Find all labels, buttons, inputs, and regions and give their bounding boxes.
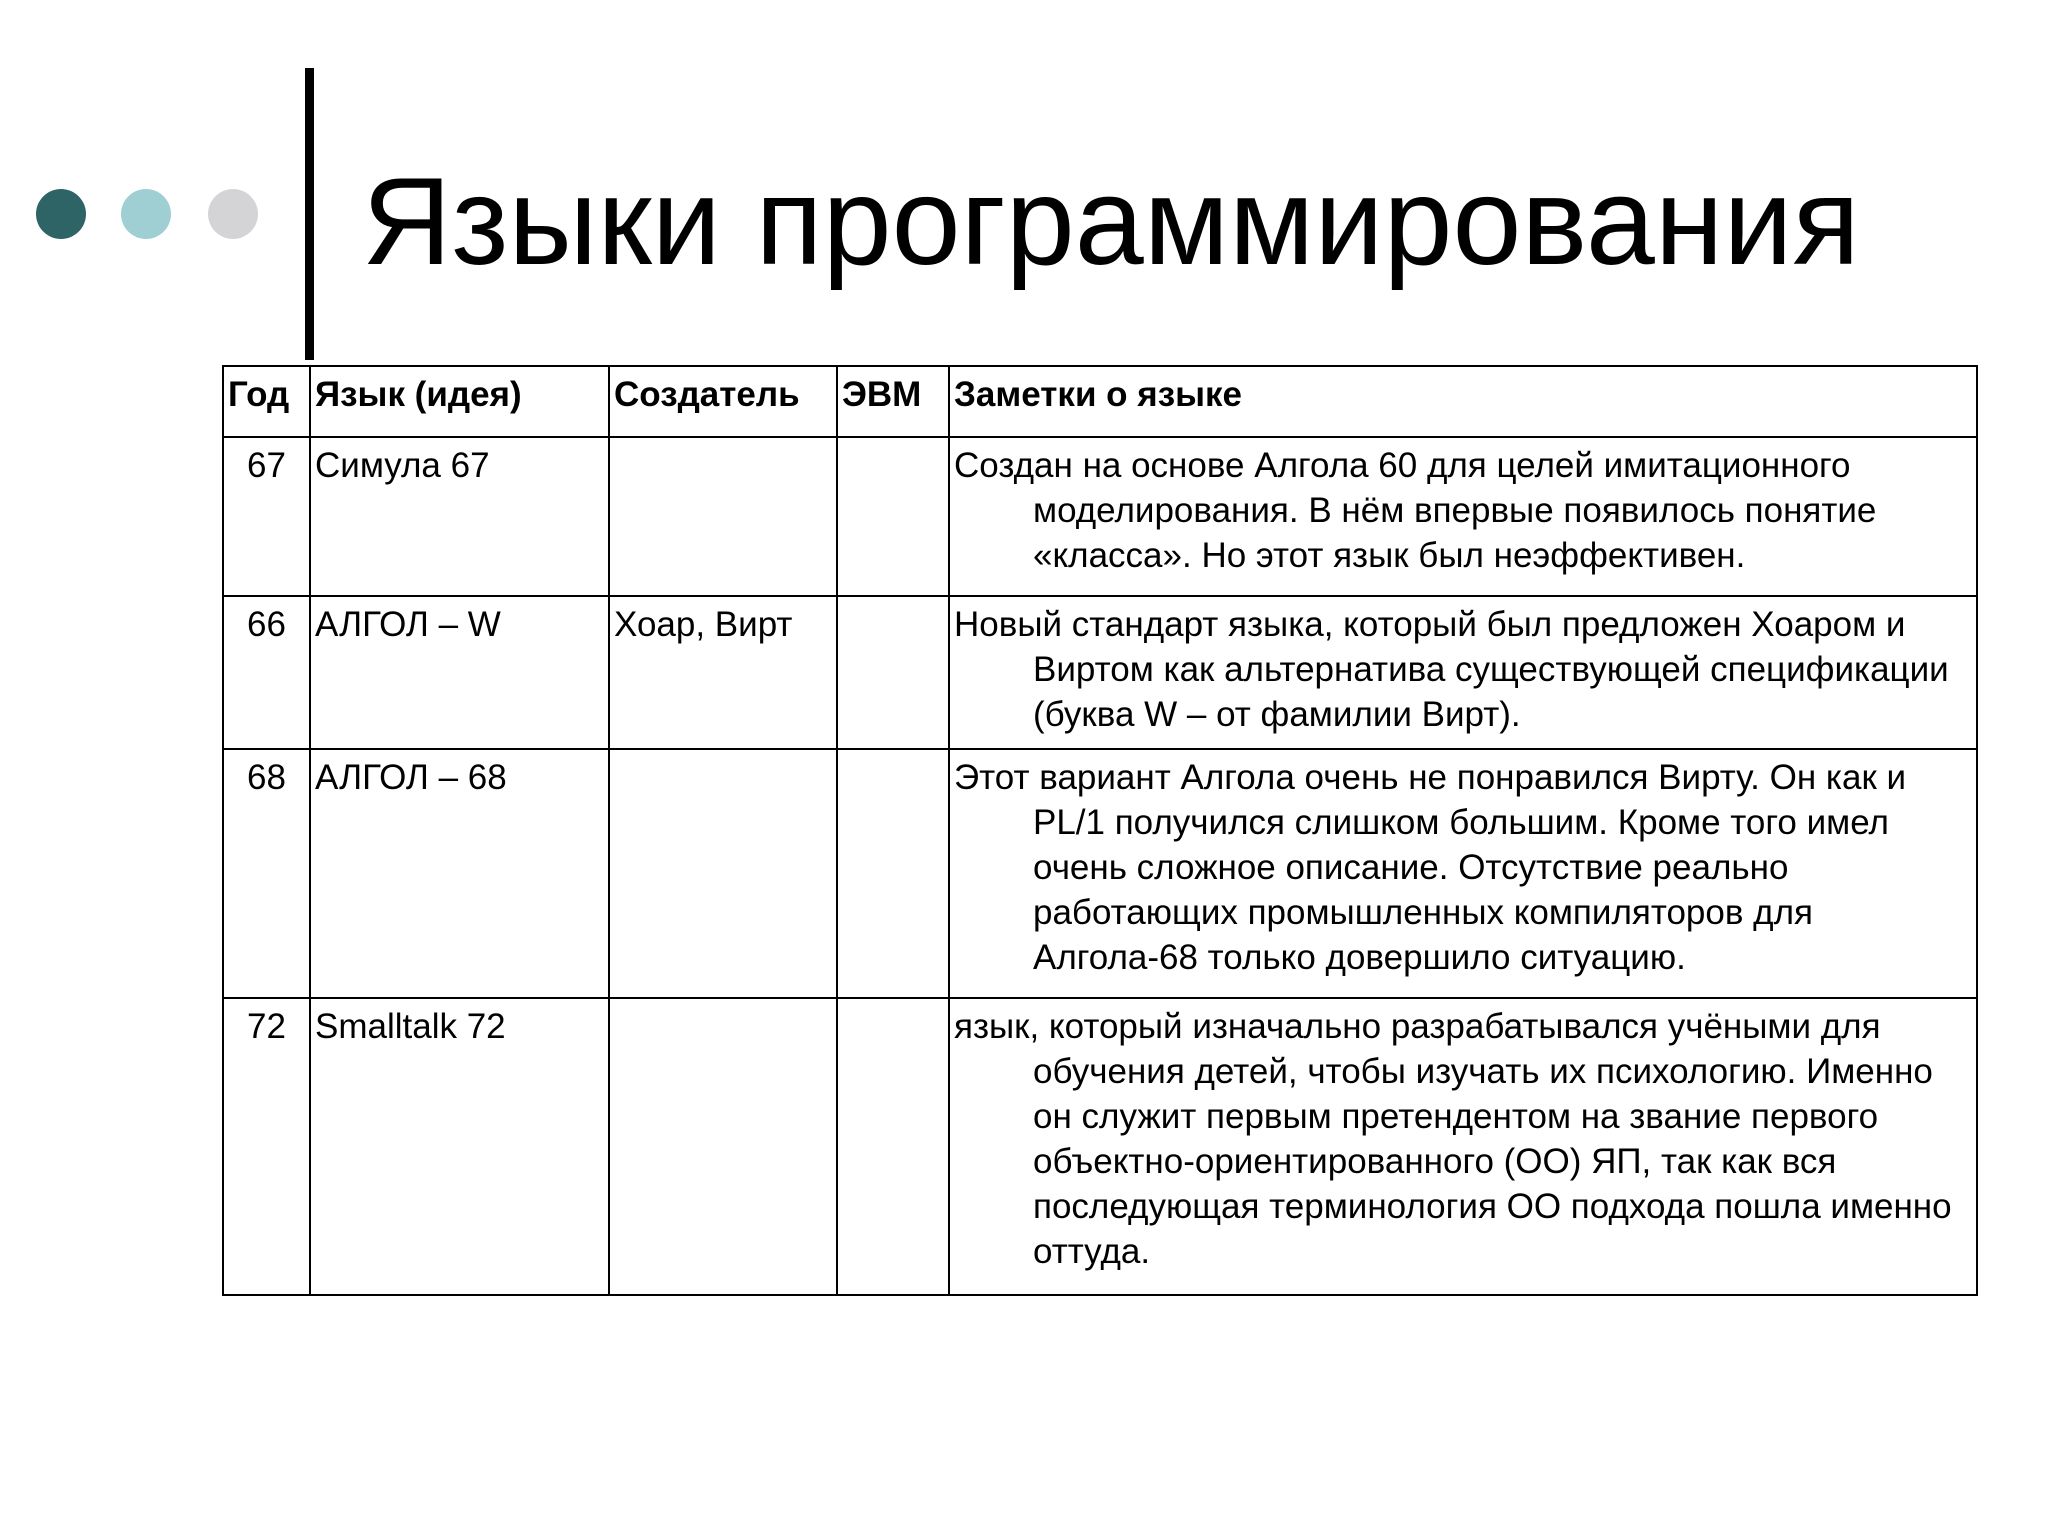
cell-notes: Этот вариант Алгола очень не понравился Вирту. Он как и PL/1 получился слишком большим. Кроме того имел очень сложное описание. Отсутствие реально работающих промышленных компиляторов для Алгола-68 только довершило ситуацию. [949, 749, 1977, 998]
cell-language: Smalltalk 72 [310, 998, 609, 1295]
cell-computer [837, 596, 949, 749]
table-row [223, 596, 1977, 749]
slide-title: Языки программирования [362, 153, 1860, 291]
decor-dot-gray [208, 189, 258, 239]
cell-year: 67 [223, 437, 310, 596]
cell-computer [837, 437, 949, 596]
cell-creator [609, 998, 837, 1295]
table-row [223, 437, 1977, 596]
header-notes: Заметки о языке [949, 366, 1977, 437]
languages-table [222, 365, 1978, 1296]
cell-creator [609, 437, 837, 596]
title-divider-line [305, 68, 314, 360]
table-row [223, 749, 1977, 998]
cell-year: 68 [223, 749, 310, 998]
cell-language: АЛГОЛ – 68 [310, 749, 609, 998]
table-row [223, 998, 1977, 1295]
table-header-row [223, 366, 1977, 437]
languages-table-container [222, 365, 1978, 1296]
cell-language: Симула 67 [310, 437, 609, 596]
cell-creator: Хоар, Вирт [609, 596, 837, 749]
cell-computer [837, 749, 949, 998]
header-language: Язык (идея) [310, 366, 609, 437]
header-computer: ЭВМ [837, 366, 949, 437]
header-year: Год [223, 366, 310, 437]
cell-language: АЛГОЛ – W [310, 596, 609, 749]
decor-dot-light [121, 189, 171, 239]
decor-dot-dark [36, 189, 86, 239]
cell-notes: Новый стандарт языка, который был предложен Хоаром и Виртом как альтернатива существующей спецификации (буква W – от фамилии Вирт). [949, 596, 1977, 749]
cell-year: 66 [223, 596, 310, 749]
cell-notes: язык, который изначально разрабатывался учёными для обучения детей, чтобы изучать их психологию. Именно он служит первым претендентом на звание первого объектно-ориентированного (ОО) ЯП, так как вся последующая терминология ОО подхода пошла именно оттуда. [949, 998, 1977, 1295]
cell-year: 72 [223, 998, 310, 1295]
cell-notes: Создан на основе Алгола 60 для целей имитационного моделирования. В нём впервые появилось понятие «класса». Но этот язык был неэффективен. [949, 437, 1977, 596]
cell-computer [837, 998, 949, 1295]
cell-creator [609, 749, 837, 998]
header-creator: Создатель [609, 366, 837, 437]
